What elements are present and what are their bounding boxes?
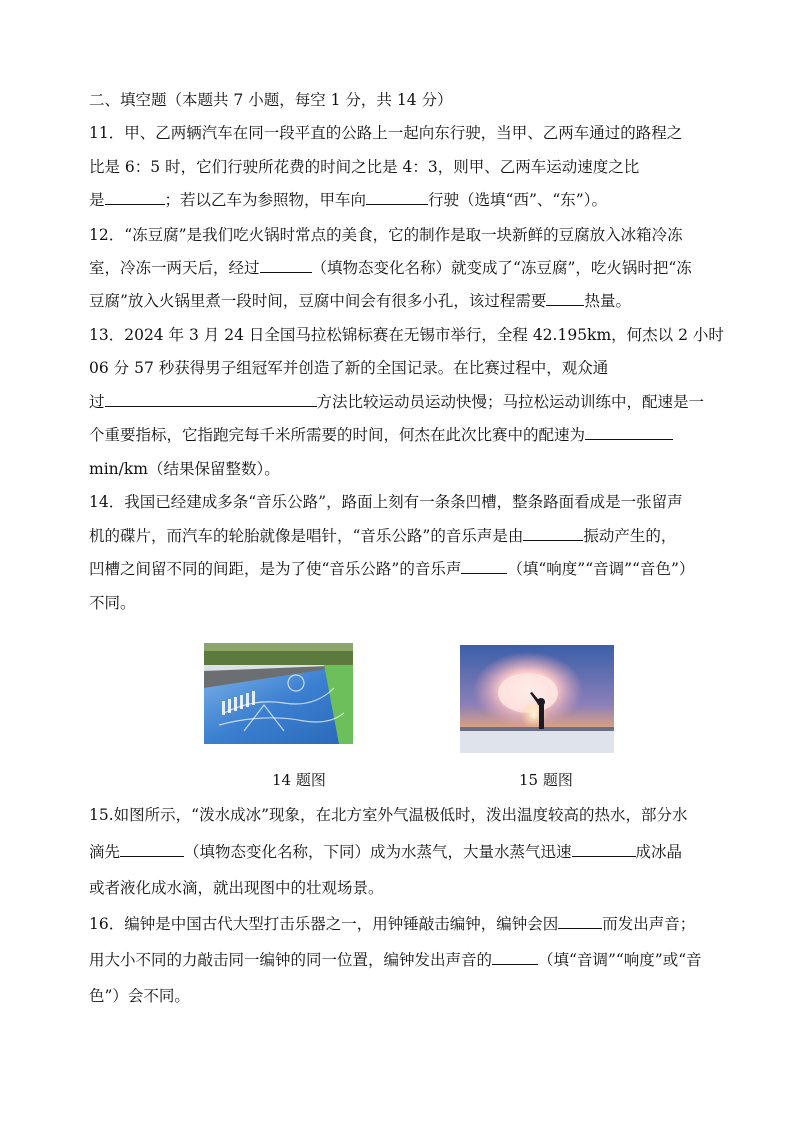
q11-line-1: 11．甲、乙两辆汽车在同一段平直的公路上一起向东行驶，当甲、乙两车通过的路程之	[89, 124, 683, 142]
q14-text: （填“响度”“音调”“音色”）	[507, 560, 695, 578]
q14-line-4: 不同。	[89, 594, 136, 612]
q16-text: 而发出声音；	[602, 915, 696, 933]
q12-line-2	[89, 258, 692, 278]
q13-line-5: min/km（结果保留整数）。	[89, 460, 280, 478]
q13-text: 方法比较运动员运动快慢；马拉松运动训练中，配速是一	[316, 393, 705, 411]
q15-text: （填物态变化名称，下同）成为水蒸气，大量水蒸气迅速	[184, 843, 572, 861]
q12-text: 室，冷冻一两天后，经过	[89, 259, 260, 277]
q12-text: （填物态变化名称）就变成了“冻豆腐”，吃火锅时把“冻	[311, 259, 692, 277]
q12-text: 热量。	[584, 292, 631, 310]
q11-text: 是	[89, 191, 105, 209]
water-to-ice-photo	[460, 645, 614, 753]
answer-blank[interactable]	[558, 914, 602, 929]
q16-line-2	[89, 950, 702, 970]
answer-blank[interactable]	[105, 392, 317, 407]
q14-line-3	[89, 559, 694, 579]
answer-blank[interactable]	[366, 190, 428, 205]
answer-blank[interactable]	[572, 842, 636, 857]
q16-text: 16．编钟是中国古代大型打击乐器之一，用钟锤敲击编钟，编钟会因	[89, 915, 559, 933]
answer-blank[interactable]	[105, 190, 165, 205]
q16-line-3: 色”）会不同。	[89, 987, 190, 1005]
q11-text: ；若以乙车为参照物，甲车向	[164, 191, 367, 209]
q13-text: 个重要指标，它指跑完每千米所需要的时间，何杰在此次比赛中的配速为	[89, 426, 586, 444]
q11-text: 行驶（选填“西”、“东”）。	[428, 191, 607, 209]
q13-line-2: 06 分 57 秒获得男子组冠军并创造了新的全国记录。在比赛过程中，观众通	[89, 359, 609, 377]
figure-14-caption: 14 题图	[272, 771, 326, 789]
q15-text: 成冰晶	[635, 843, 683, 861]
q12-line-3	[89, 291, 631, 311]
q13-line-4	[89, 425, 673, 445]
q14-text: 振动产生的，	[583, 527, 677, 545]
q11-line-2: 比是 6：5 时，它们行驶所花费的时间之比是 4：3，则甲、乙两车运动速度之比	[89, 158, 640, 176]
answer-blank[interactable]	[492, 950, 538, 965]
q12-line-1: 12．“冻豆腐”是我们吃火锅时常点的美食，它的制作是取一块新鲜的豆腐放入冰箱冷冻	[89, 226, 683, 244]
q13-line-3	[89, 392, 704, 412]
answer-blank[interactable]	[461, 559, 507, 574]
answer-blank[interactable]	[120, 842, 184, 857]
q15-line-3: 或者液化成水滴，就出现图中的壮观场景。	[89, 879, 384, 897]
q15-text: 滴先	[89, 843, 121, 861]
q14-line-1: 14．我国已经建成多条“音乐公路”，路面上刻有一条条凹槽，整条路面看成是一张留声	[89, 493, 683, 511]
music-road-photo	[204, 643, 353, 744]
q14-line-2	[89, 526, 676, 546]
q15-line-1: 15.如图所示，“泼水成冰”现象，在北方室外气温极低时，泼出温度较高的热水，部分水	[89, 806, 688, 824]
q15-line-2	[89, 842, 682, 862]
q16-text: （填“音调”“响度”或“音	[538, 951, 702, 969]
q14-text: 凹槽之间留不同的间距，是为了使“音乐公路”的音乐声	[89, 560, 462, 578]
q16-text: 用大小不同的力敲击同一编钟的同一位置，编钟发出声音的	[89, 951, 493, 969]
answer-blank[interactable]	[523, 526, 583, 541]
answer-blank[interactable]	[260, 258, 312, 273]
q12-text: 豆腐”放入火锅里煮一段时间，豆腐中间会有很多小孔，该过程需要	[89, 292, 547, 310]
q14-text: 机的碟片，而汽车的轮胎就像是唱针，“音乐公路”的音乐声是由	[89, 527, 524, 545]
answer-blank[interactable]	[585, 425, 673, 440]
q13-line-1: 13．2024 年 3 月 24 日全国马拉松锦标赛在无锡市举行，全程 42.195km，何杰以 2 小时	[89, 326, 724, 344]
q11-line-3	[89, 190, 607, 210]
q16-line-1	[89, 914, 695, 934]
answer-blank[interactable]	[546, 291, 584, 306]
section-heading: 二、填空题（本题共 7 小题，每空 1 分，共 14 分）	[89, 91, 453, 109]
q13-text: 过	[89, 393, 105, 411]
figure-15-caption: 15 题图	[519, 771, 573, 789]
